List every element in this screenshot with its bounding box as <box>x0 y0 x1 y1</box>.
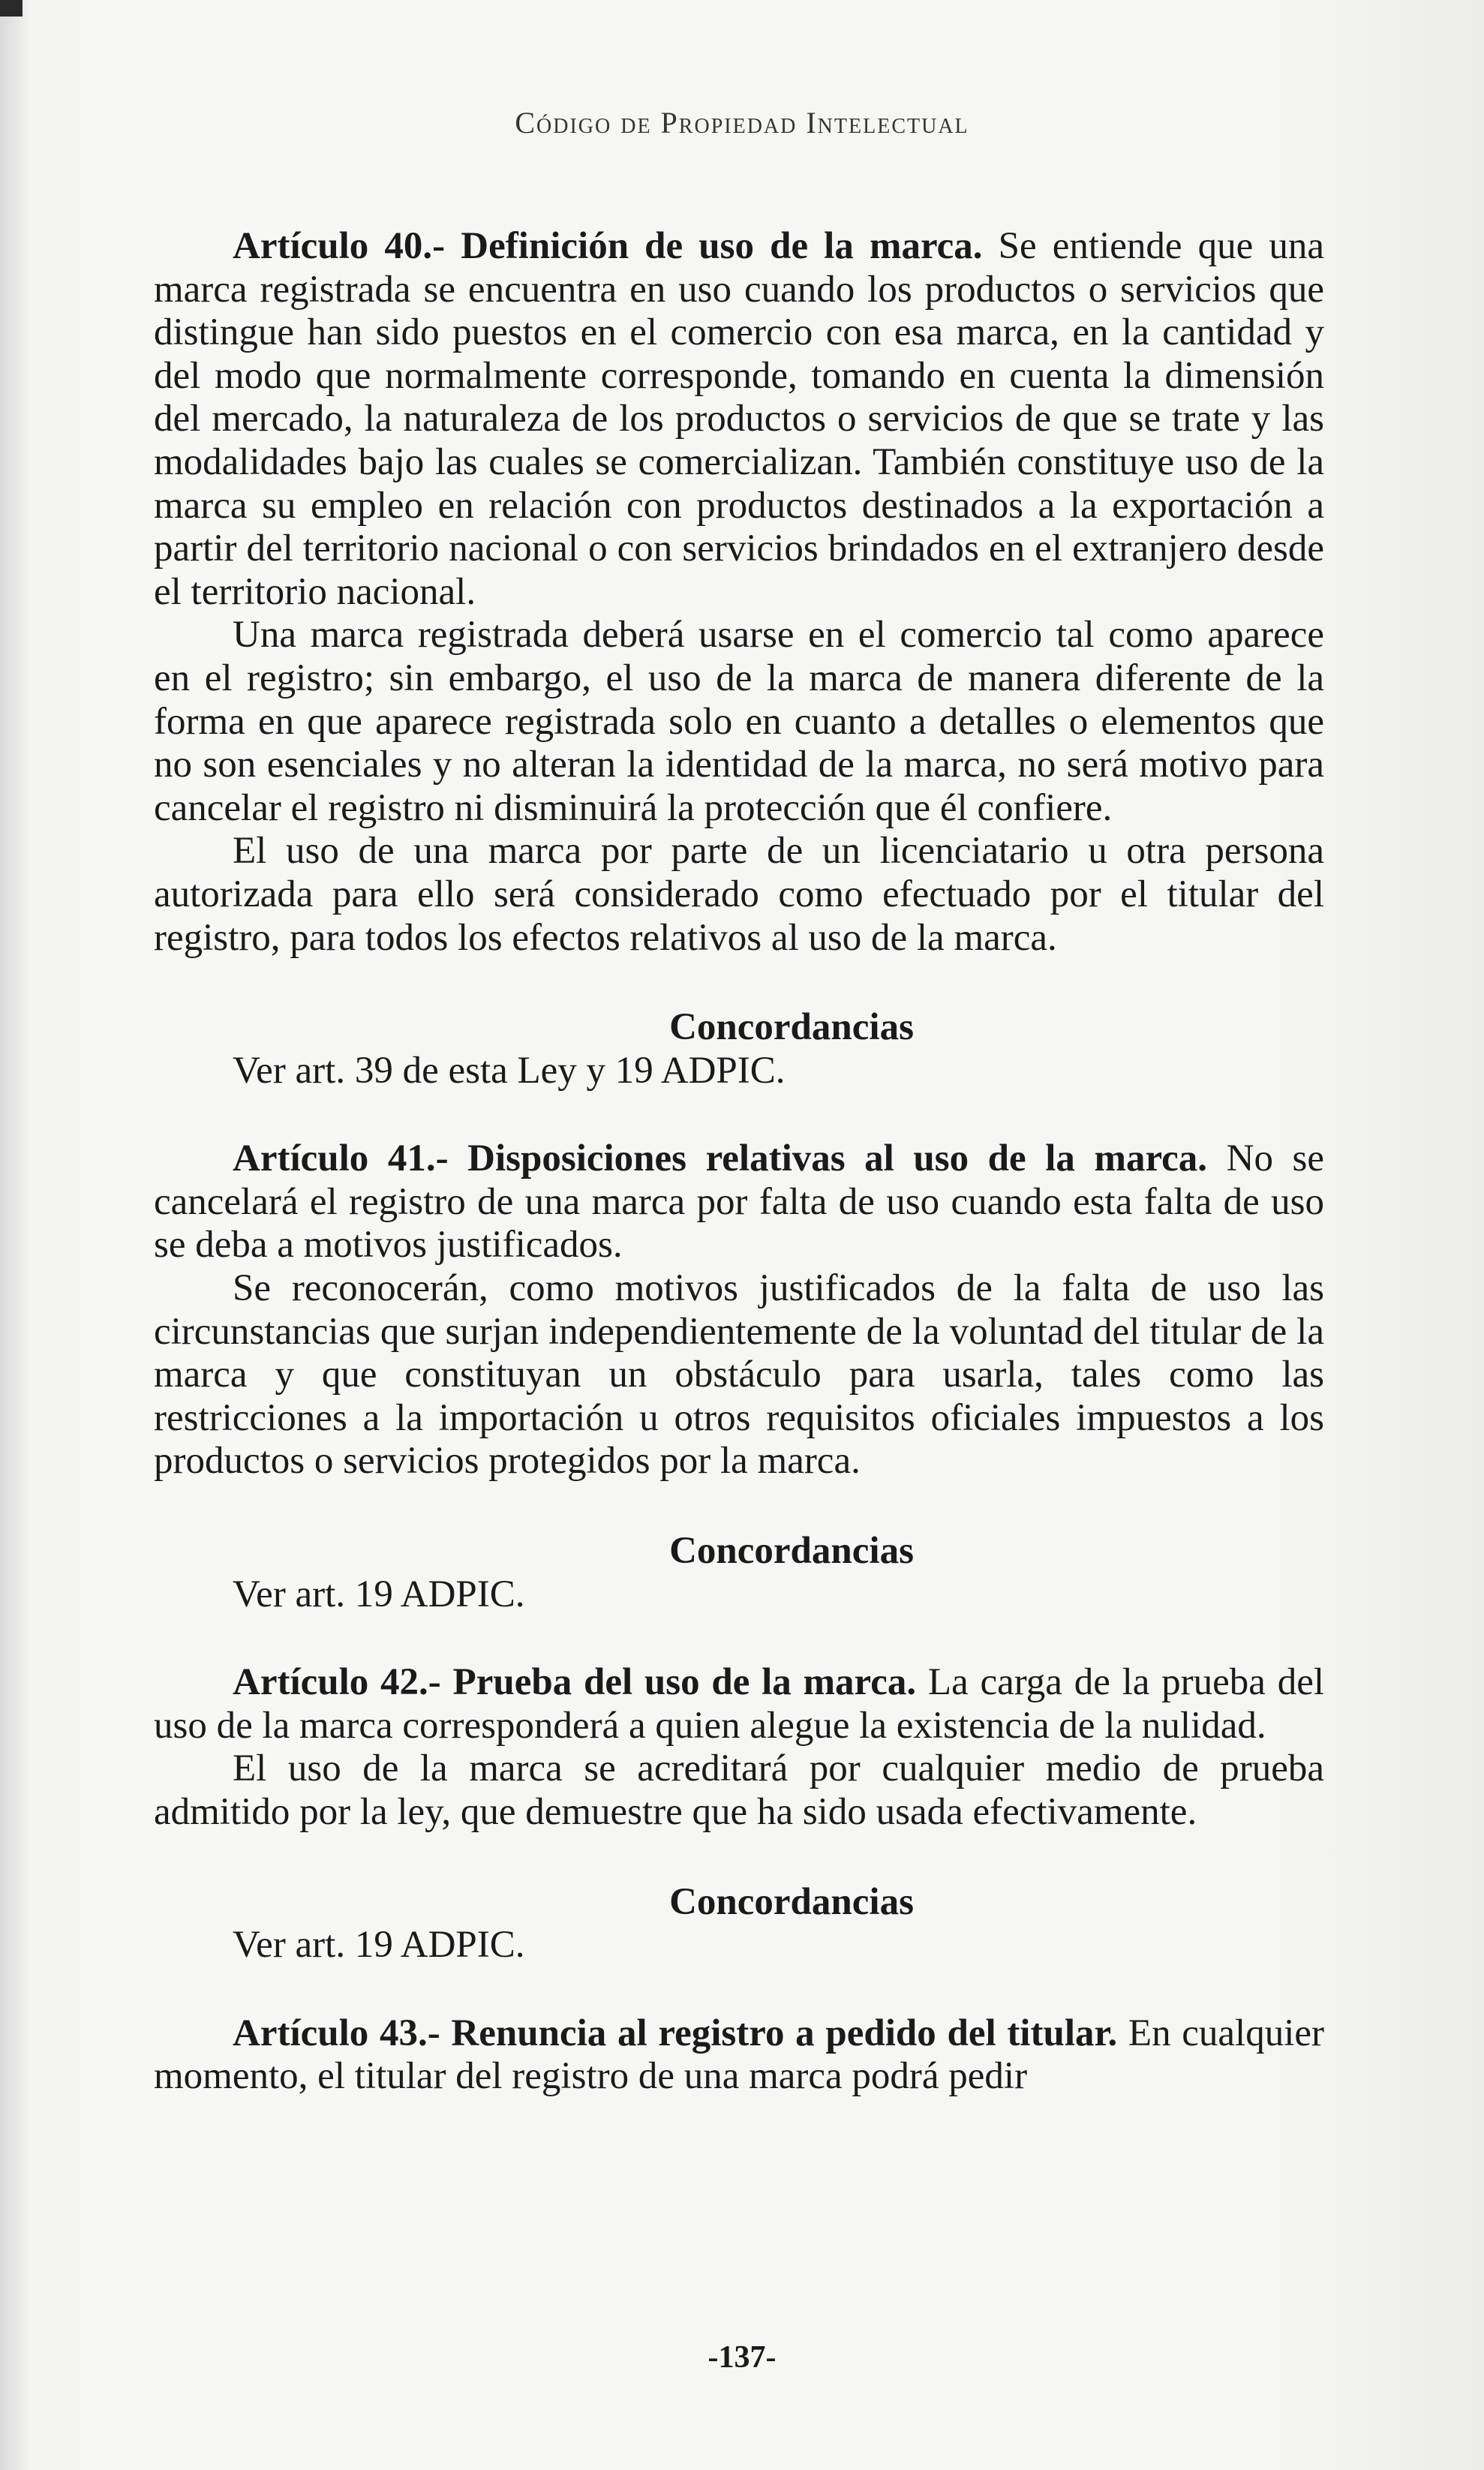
article-paragraph <box>154 1137 1324 1267</box>
page-content <box>154 225 1324 2099</box>
page-number: -137- <box>707 2340 777 2375</box>
article-paragraph: Una marca registrada deberá usarse en el comercio tal como aparece en el registro; sin embargo, el uso de la marca de manera diferente de la forma en que aparece registrada solo en cuanto a detalles o elementos que no son esenciales y no alteran la identidad de la marca, no será motivo para cancelar el registro ni disminuirá la protección que él confiere. <box>154 614 1324 829</box>
article-43 <box>154 2012 1324 2099</box>
article-40 <box>154 225 1324 1092</box>
article-text: La carga de la prueba del uso de la marca corresponderá a quien alegue la existencia de la nulidad. <box>154 1661 1325 1747</box>
article-paragraph <box>154 1661 1324 1747</box>
concordancias-text: Ver art. 19 ADPIC. <box>233 1573 525 1615</box>
article-paragraph: El uso de la marca se acreditará por cualquier medio de prueba admitido por la ley, que demuestre que ha sido usada efectivamente. <box>154 1747 1324 1833</box>
article-paragraph: Se reconocerán, como motivos justificados de la falta de uso las circunstancias que surjan independientemente de la voluntad del titular de la marca y que constituyan un obstáculo para usarla, tales como las restricciones a la importación u otros requisitos oficiales impuestos a los productos o servicios protegidos por la marca. <box>154 1267 1324 1483</box>
article-41 <box>154 1137 1324 1616</box>
running-head: Código de Propiedad Intelectual <box>515 106 969 140</box>
article-text: No se cancelará el registro de una marca por falta de uso cuando esta falta de uso se deba a motivos justificados. <box>154 1137 1324 1267</box>
article-heading: Artículo 43.- Renuncia al registro a pedido del titular. <box>233 2012 1118 2054</box>
article-paragraph <box>154 225 1324 614</box>
concordancias-text: Ver art. 19 ADPIC. <box>233 1924 525 1967</box>
concordancias-heading: Concordancias <box>669 1880 914 1923</box>
scan-corner-mark <box>0 0 23 17</box>
article-paragraph: El uso de una marca por parte de un licenciatario u otra persona autorizada para ello será considerado como efectuado por el titular del registro, para todos los efectos relativos al uso de la marca. <box>154 830 1324 959</box>
article-heading: Artículo 41.- Disposiciones relativas al uso de la marca. <box>233 1137 1208 1180</box>
article-heading: Artículo 42.- Prueba del uso de la marca. <box>233 1661 917 1704</box>
concordancias-text: Ver art. 39 de esta Ley y 19 ADPIC. <box>233 1049 786 1092</box>
article-text: Se entiende que una marca registrada se encuentra en uso cuando los productos o servicios que distingue han sido puestos en el comercio con esa marca, en la cantidad y del modo que normalmente corresponde, tomando en cuenta la dimensión del mercado, la naturaleza de los productos o servicios de que se trate y las modalidades bajo las cuales se comercializan. También constituye uso de la marca su empleo en relación con productos destinados a la exportación a partir del territorio nacional o con servicios brindados en el extranjero desde el territorio nacional. <box>154 225 1324 613</box>
article-paragraph <box>154 2012 1324 2099</box>
article-42 <box>154 1661 1324 1967</box>
concordancias-heading: Concordancias <box>669 1530 914 1573</box>
article-heading: Artículo 40.- Definición de uso de la marca. <box>233 225 983 267</box>
concordancias-heading: Concordancias <box>669 1006 914 1049</box>
article-text: En cualquier momento, el titular del registro de una marca podrá pedir <box>154 2012 1325 2098</box>
